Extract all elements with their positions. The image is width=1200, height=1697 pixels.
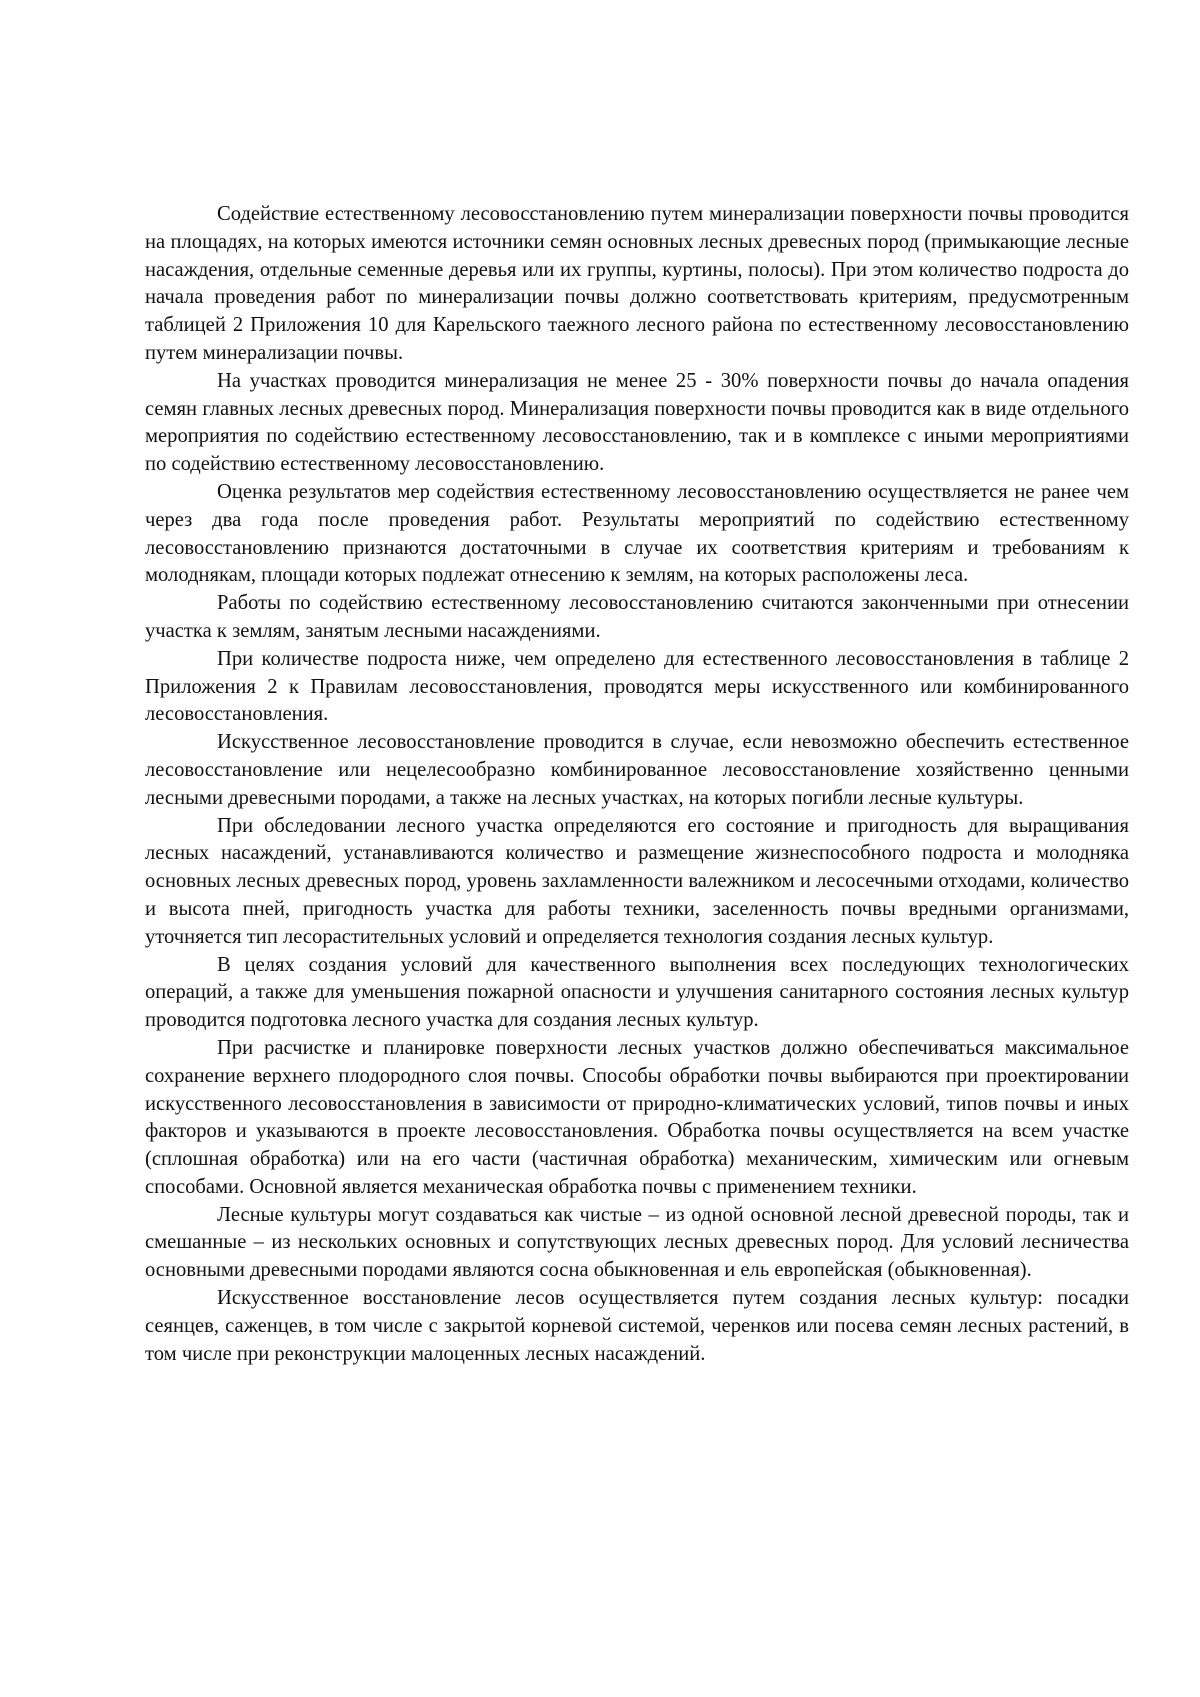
paragraph-site-preparation: В целях создания условий для качественного выполнения всех последующих технологических операций, а также для уменьшения пожарной опасности и улучшения санитарного состояния лесных культур проводится подготовка лесного участка для создания лесных культур.: [145, 953, 1129, 1032]
paragraph-results-assessment: Оценка результатов мер содействия естественному лесовосстановлению осуществляется не ранее чем через два года после проведения работ. Результаты мероприятий по содействию естественному лесовосстановлению признаются достаточными в случае их соответствия критериям и требованиям к молоднякам, площади которых подлежат отнесению к землям, на которых расположены леса.: [145, 480, 1129, 587]
paragraph-site-survey: При обследовании лесного участка определяются его состояние и пригодность для выращивания лесных насаждений, устанавливаются количество и размещение жизнеспособного подроста и молодняка основных лесных древесных пород, уровень захламленности валежником и лесосечными отходами, количество и высота пней, пригодность участка для работы техники, заселенность почвы вредными организмами, уточняется тип лесорастительных условий и определяется технология создания лесных культур.: [145, 814, 1129, 948]
paragraph-forest-crops-types: Лесные культуры могут создаваться как чистые – из одной основной лесной древесной породы, так и смешанные – из нескольких основных и сопутствующих лесных древесных пород. Для условий лесничества основными древесными породами являются сосна обыкновенная и ель европейская (обыкновенная).: [145, 1203, 1129, 1282]
paragraph-mineralization-percentage: На участках проводится минерализация не менее 25 - 30% поверхности почвы до начала опадения семян главных лесных древесных пород. Минерализация поверхности почвы проводится как в виде отдельного мероприятия по содействию естественному лесовосстановлению, так и в комплексе с иными мероприятиями по содействию естественному лесовосстановлению.: [145, 369, 1129, 476]
paragraph-insufficient-undergrowth: При количестве подроста ниже, чем определено для естественного лесовосстановления в таблице 2 Приложения 2 к Правилам лесовосстановления, проводятся меры искусственного или комбинированного лесовосстановления.: [145, 647, 1129, 726]
paragraph-artificial-restoration-methods: Искусственное восстановление лесов осуществляется путем создания лесных культур: посадки сеянцев, саженцев, в том числе с закрытой корневой системой, черенков или посева семян лесных растений, в том числе при реконструкции малоценных лесных насаждений.: [145, 1287, 1129, 1365]
document-page: [145, 201, 1129, 1368]
paragraph-mineralization-conditions: Содействие естественному лесовосстановлению путем минерализации поверхности почвы проводится на площадях, на которых имеются источники семян основных лесных древесных пород (примыкающие лесные насаждения, отдельные семенные деревья или их группы, куртины, полосы). При этом количество подроста до начала проведения работ по минерализации почвы должно соответствовать критериям, предусмотренным таблицей 2 Приложения 10 для Карельского таежного лесного района по естественному лесовосстановлению путем минерализации почвы.: [145, 203, 1129, 364]
paragraph-soil-treatment: При расчистке и планировке поверхности лесных участков должно обеспечиваться максимальное сохранение верхнего плодородного слоя почвы. Способы обработки почвы выбираются при проектировании искусственного лесовосстановления в зависимости от природно-климатических условий, типов почвы и иных факторов и указываются в проекте лесовосстановления. Обработка почвы осуществляется на всем участке (сплошная обработка) или на его части (частичная обработка) механическим, химическим или огневым способами. Основной является механическая обработка почвы с применением техники.: [145, 1036, 1129, 1198]
paragraph-artificial-reforestation: Искусственное лесовосстановление проводится в случае, если невозможно обеспечить естественное лесовосстановление или нецелесообразно комбинированное лесовосстановление хозяйственно ценными лесными древесными породами, а также на лесных участках, на которых погибли лесные культуры.: [145, 731, 1129, 809]
paragraph-works-completion: Работы по содействию естественному лесовосстановлению считаются законченными при отнесении участка к землям, занятым лесными насаждениями.: [145, 592, 1129, 642]
